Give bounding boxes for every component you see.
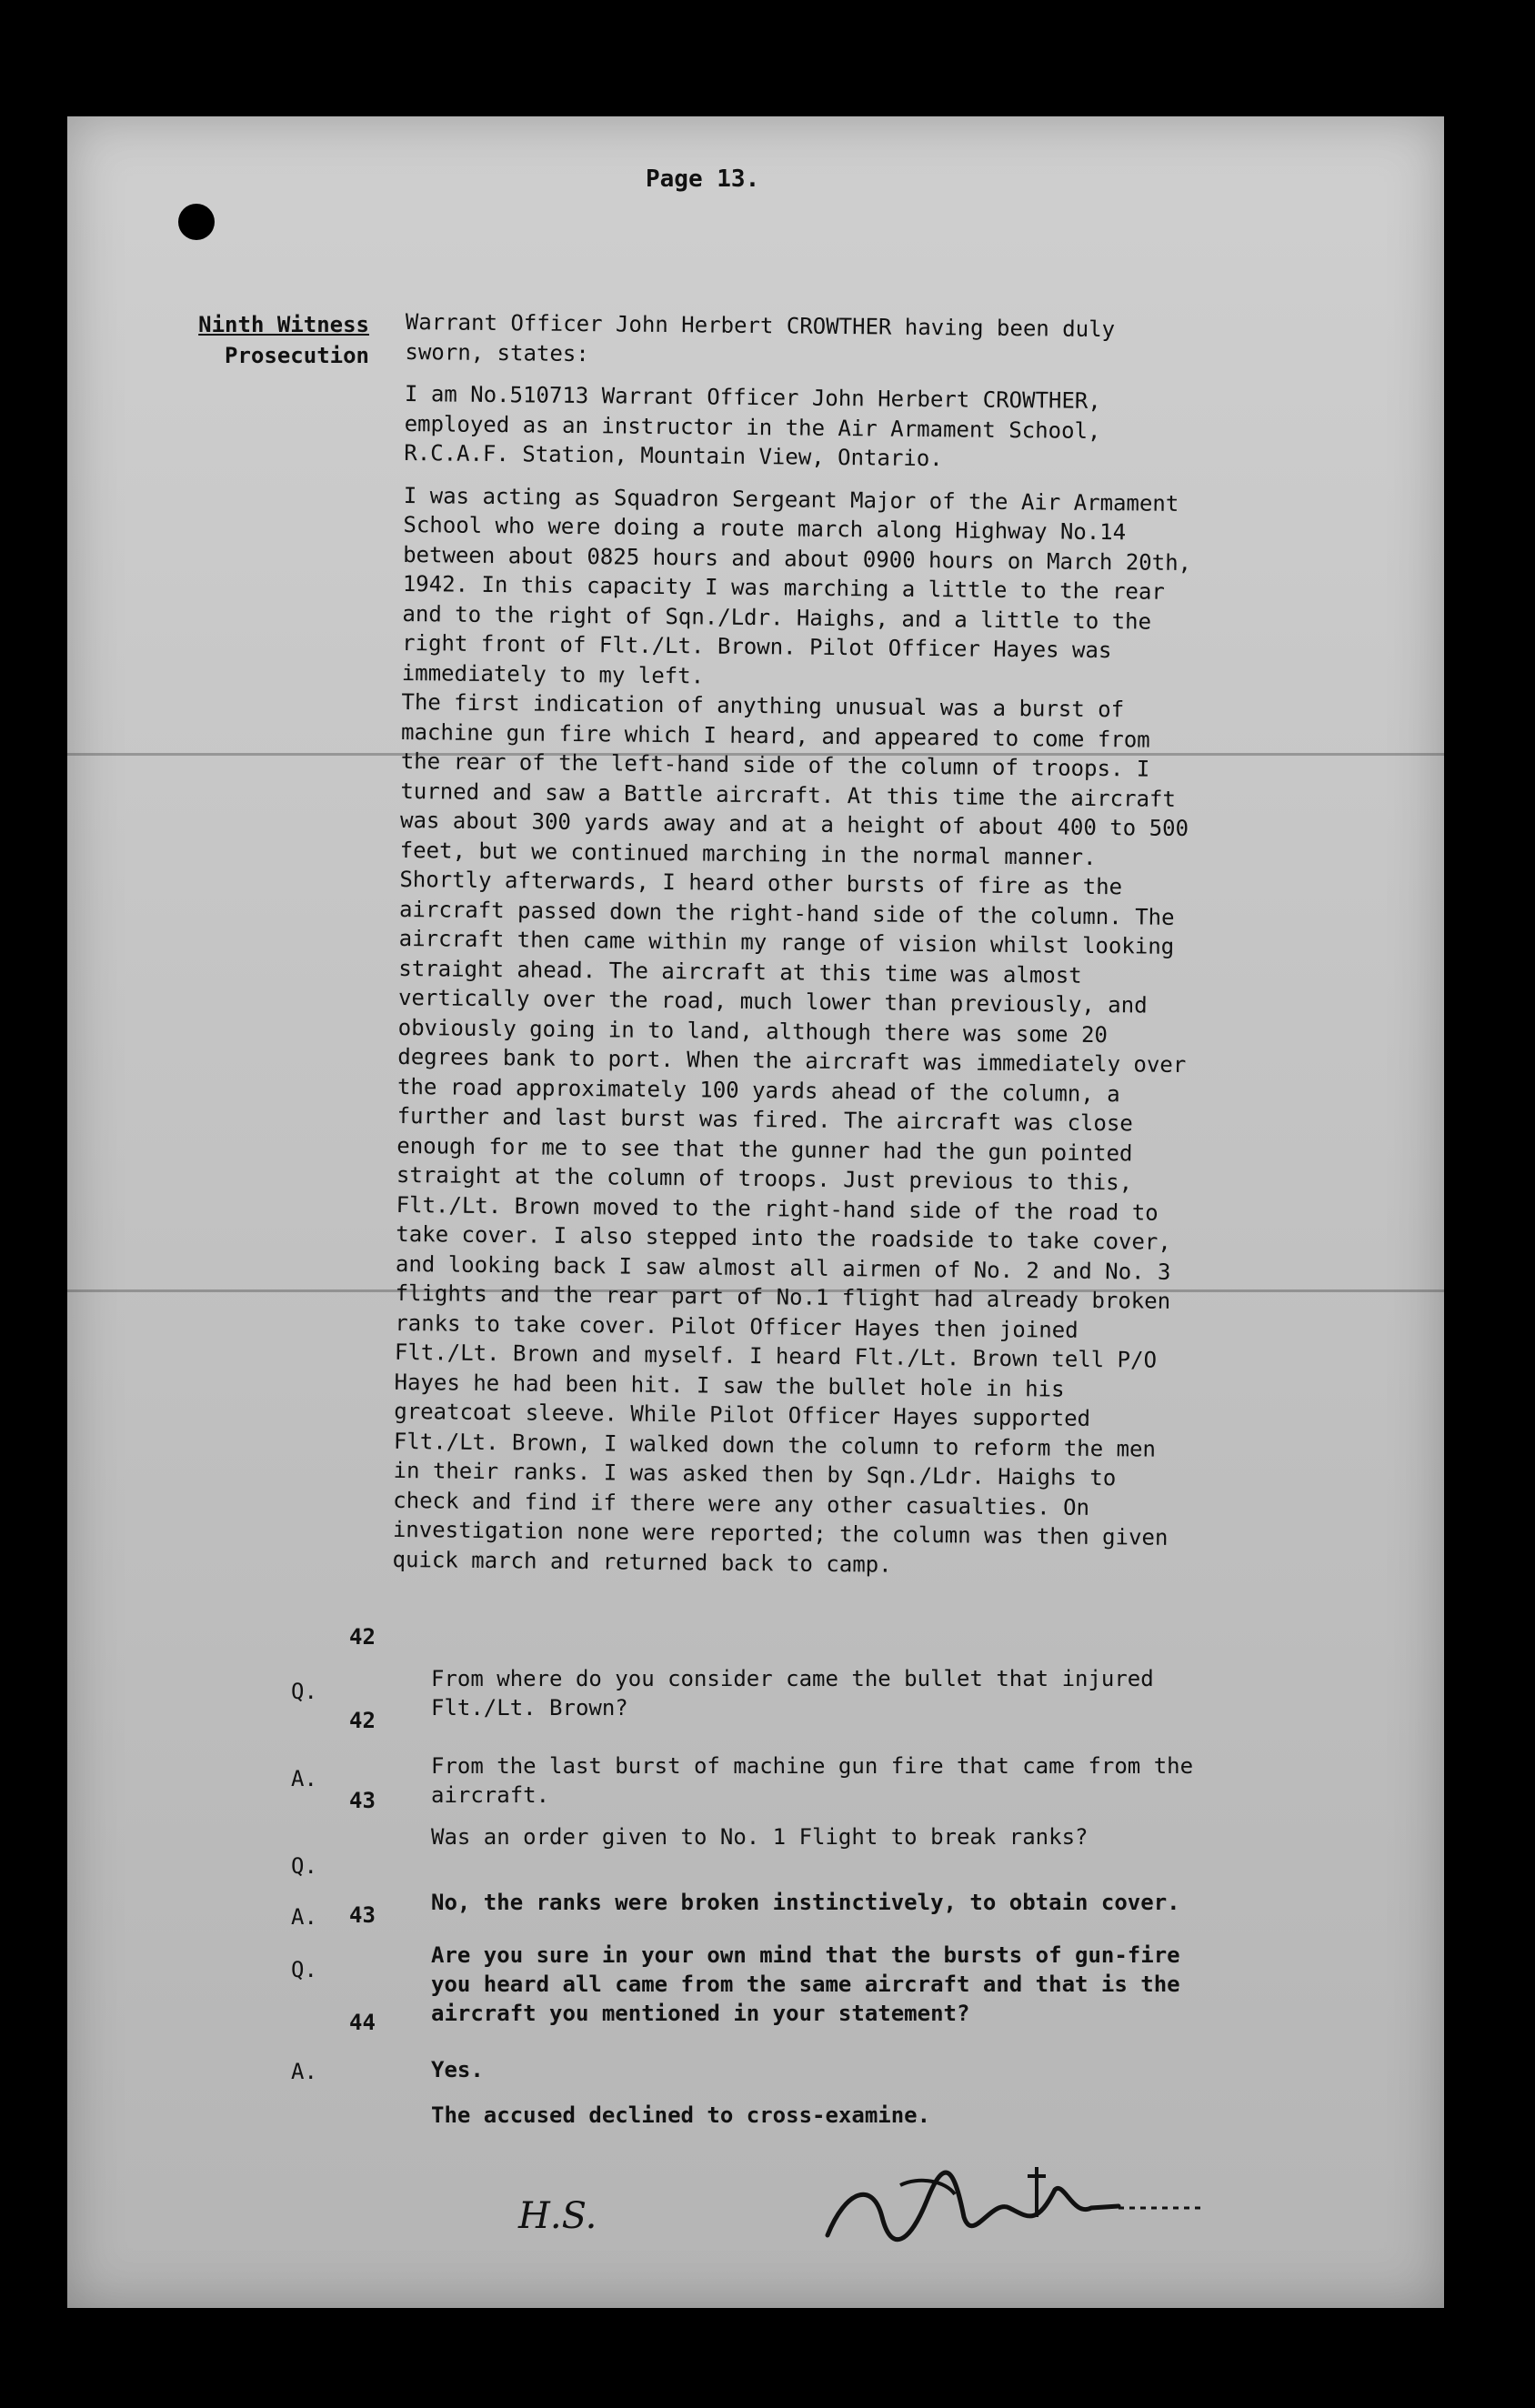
question-number: 44: [349, 2010, 376, 2035]
testimony-identity: I am No.510713 Warrant Officer John Herbert CROWTHER, employed as an instructor in the Air Armament School, R.C.A.F. Station, Mountain View, Ontario.: [404, 380, 1101, 472]
testimony-paragraph: The first indication of anything unusual was a burst of machine gun fire which I heard, and appeared to come from the rear of the left-hand side of the column of troops. I turned and saw a Battle aircraft. At this time the aircraft was about 300 yards away and at a height of about 400 to 500 feet, but we continued marching in the normal manner. Shortly afterwards, I heard other bursts of fire as the aircraft passed down the right-hand side of the column. The aircraft then came within my range of vision whilst looking straight ahead. The aircraft at this time was almost vertically over the road, much lower than previously, and obviously going in to land, although there was some 20 degrees bank to port. When the aircraft was immediately over the road approximately 100 yards ahead of the column, a further and last burst was fired. The aircraft was close enough for me to see that the gunner had the gun pointed straight at the column of troops. Just previous to this, Flt./Lt. Brown moved to the right-hand side of the road to take cover. I also stepped into the roadside to take cover, and looking back I saw almost all airmen of No. 2 and No. 3 flights and the rear part of No.1 flight had already broken ranks to take cover. Pilot Officer Hayes then joined Flt./Lt. Brown and myself. I heard Flt./Lt. Brown tell P/O Hayes he had been hit. I saw the bullet hole in his greatcoat sleeve. While Pilot Officer Hayes supported Flt./Lt. Brown, I walked down the column to reform the men in their ranks. I was asked then by Sqn./Ldr. Haighs to check and find if there were any other casualties. On investigation none were reported; the column was then given quick march and returned back to camp.: [392, 688, 1189, 1578]
question-text: Are you sure in your own mind that the bursts of gun-fire you heard all came from the same aircraft and that is the aircraft you mentioned in your statement?: [431, 1942, 1180, 2026]
punch-hole-icon: [178, 204, 215, 240]
answer-text: No, the ranks were broken instinctively, to obtain cover.: [431, 1890, 1180, 1915]
testimony-paragraph: I was acting as Squadron Sergeant Major of the Air Armament School who were doing a route march along Highway No.14 between about 0825 hours and about 0900 hours on March 20th, 1942. In this capacity I was marching a little to the rear and to the right of Sqn./Ldr. Haighs, and a little to the right front of Flt./Lt. Brown. Pilot Officer Hayes was immediately to my left.: [401, 482, 1192, 688]
qa-marker: A.: [291, 1904, 317, 1930]
testimony-body: [392, 307, 1206, 1595]
party-label: Prosecution: [225, 343, 369, 368]
signature-icon: [818, 2162, 1209, 2263]
initials: H.S.: [518, 2195, 597, 2237]
qa-marker: Q.: [291, 1853, 317, 1879]
question-number: 42: [349, 1624, 376, 1650]
witness-label: Ninth Witness: [198, 312, 369, 337]
qa-marker: Q.: [291, 1679, 317, 1704]
answer-text: Yes.: [431, 2057, 484, 2082]
page-number: Page 13.: [646, 166, 760, 193]
question-text: Was an order given to No. 1 Flight to break ranks?: [431, 1824, 1089, 1850]
answer-text: From the last burst of machine gun fire that came from the aircraft.: [431, 1753, 1194, 1808]
question-number: 43: [349, 1788, 376, 1813]
question-text: From where do you consider came the bullet that injured Flt./Lt. Brown?: [431, 1666, 1154, 1721]
answer-number: 42: [349, 1708, 376, 1733]
margin-label: [160, 309, 369, 371]
qa-marker: Q.: [291, 1957, 317, 1982]
testimony-intro: Warrant Officer John Herbert CROWTHER having been duly sworn, states:: [405, 308, 1116, 366]
qa-marker: A.: [291, 1766, 317, 1791]
answer-number: 43: [349, 1902, 376, 1928]
qa-marker: A.: [291, 2059, 317, 2084]
closing-statement: The accused declined to cross-examine.: [431, 2102, 931, 2128]
